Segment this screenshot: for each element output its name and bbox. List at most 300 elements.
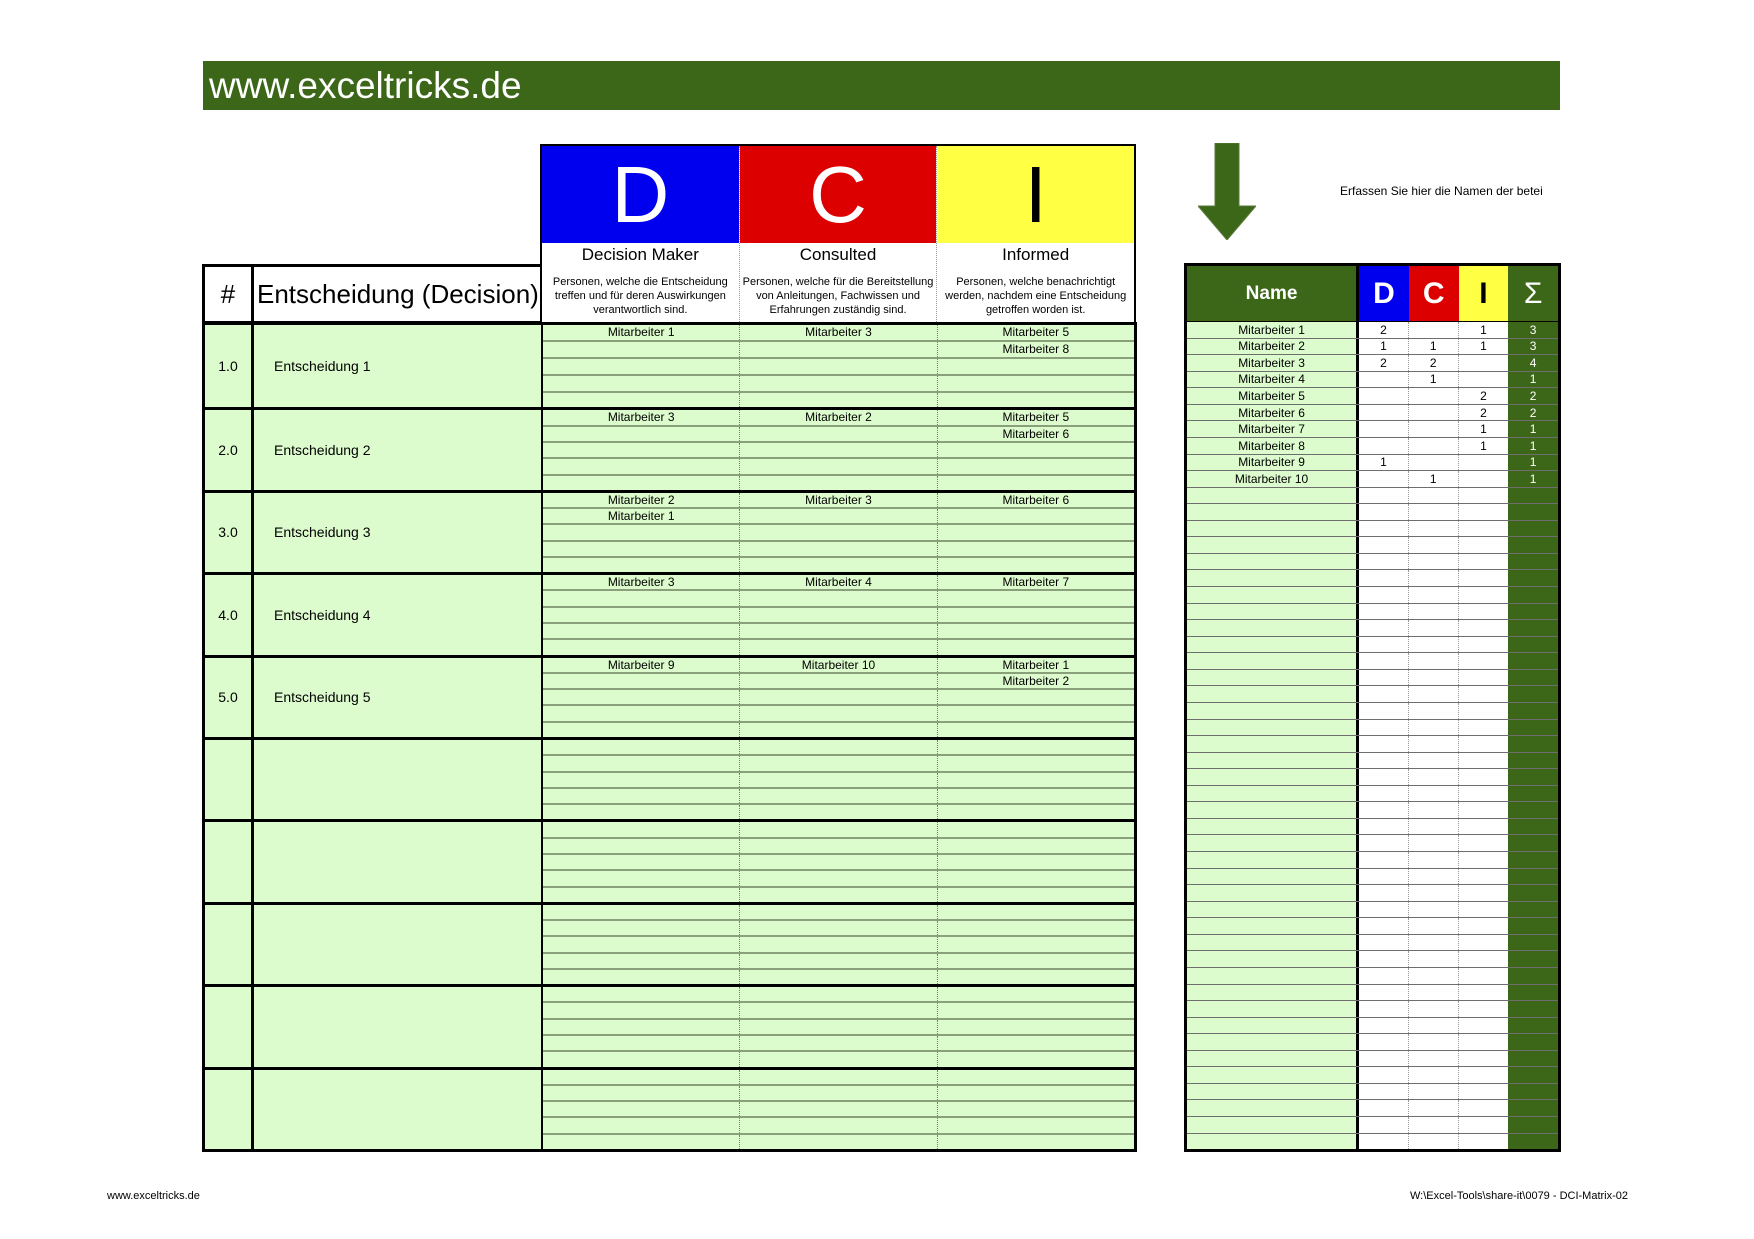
summary-name-cell[interactable] — [1187, 786, 1359, 802]
assignment-cell-c[interactable]: Mitarbeiter 3 — [740, 325, 937, 340]
summary-c-count — [1409, 653, 1459, 669]
assignment-cell-i[interactable]: Mitarbeiter 8 — [1002, 341, 1070, 356]
assignment-cell-c[interactable] — [740, 674, 937, 688]
assignment-cell-d[interactable] — [543, 342, 740, 357]
assignment-row — [543, 970, 1134, 984]
summary-name-cell[interactable] — [1187, 1051, 1359, 1067]
summary-name-cell[interactable]: Mitarbeiter 2 — [1187, 339, 1359, 355]
assignment-cell-d[interactable] — [543, 690, 740, 704]
assignment-cell-d[interactable] — [543, 1135, 740, 1149]
assignment-cell-d[interactable] — [543, 640, 740, 654]
summary-c-count — [1409, 968, 1459, 984]
summary-name-cell[interactable]: Mitarbeiter 4 — [1187, 372, 1359, 388]
summary-i-count — [1459, 637, 1509, 653]
assignment-cell-d[interactable] — [543, 1118, 740, 1132]
assignment-cell-d[interactable] — [543, 905, 740, 919]
assignment-cell-c[interactable] — [740, 1003, 937, 1017]
decision-title[interactable] — [254, 905, 543, 984]
assignment-cell-d[interactable] — [543, 558, 740, 572]
decision-block — [205, 902, 1134, 984]
assignment-cell-i[interactable] — [938, 822, 1134, 836]
decision-number[interactable] — [205, 822, 254, 901]
summary-name-cell[interactable] — [1187, 686, 1359, 702]
summary-i-count — [1459, 471, 1509, 487]
summary-c-count — [1409, 786, 1459, 802]
assignment-cell-i[interactable] — [938, 723, 1134, 737]
summary-i-count — [1459, 985, 1509, 1001]
assignment-cell-c[interactable] — [740, 427, 937, 441]
summary-total — [1508, 637, 1558, 653]
assignment-cell-d[interactable] — [543, 1020, 740, 1034]
assignment-row — [543, 921, 1134, 937]
assignment-cell-c[interactable] — [740, 1086, 937, 1100]
assignment-row — [543, 476, 1134, 490]
assignment-cell-d[interactable] — [543, 805, 740, 819]
assignment-cell-c[interactable] — [740, 822, 937, 836]
assignment-cell-c[interactable] — [740, 723, 937, 737]
assignment-grid — [543, 740, 1134, 819]
decision-number[interactable] — [205, 740, 254, 819]
summary-name-cell[interactable] — [1187, 1018, 1359, 1034]
assignment-cell-i[interactable] — [938, 640, 1134, 654]
summary-d-count — [1359, 1084, 1409, 1100]
assignment-cell-d[interactable] — [543, 921, 740, 935]
assignment-cell-d[interactable] — [543, 888, 740, 902]
assignment-cell-c[interactable] — [740, 624, 937, 638]
summary-total — [1508, 918, 1558, 934]
assignment-cell-d[interactable] — [543, 674, 740, 688]
assignment-cell-c[interactable] — [740, 937, 937, 951]
assignment-cell-d[interactable] — [543, 1036, 740, 1050]
assignment-cell-i[interactable] — [938, 954, 1134, 968]
assignment-cell-i[interactable] — [938, 839, 1134, 853]
assignment-cell-d[interactable] — [543, 1003, 740, 1017]
assignment-cell-i[interactable] — [938, 706, 1134, 720]
assignment-cell-i[interactable] — [938, 525, 1134, 539]
assignment-cell-c[interactable] — [740, 871, 937, 885]
assignment-cell-i[interactable] — [938, 773, 1134, 787]
summary-name-cell[interactable] — [1187, 554, 1359, 570]
assignment-cell-c[interactable] — [740, 1118, 937, 1132]
decision-title[interactable] — [254, 1070, 543, 1149]
assignment-cell-c[interactable] — [740, 640, 937, 654]
summary-row — [1187, 504, 1558, 521]
summary-c-count — [1409, 1018, 1459, 1034]
summary-row — [1187, 1100, 1558, 1117]
assignment-cell-c[interactable] — [740, 855, 937, 869]
assignment-cell-d[interactable] — [543, 427, 740, 441]
assignment-cell-c[interactable] — [740, 608, 937, 622]
summary-i-count: 1 — [1459, 322, 1509, 338]
decision-title[interactable]: Entscheidung 1 — [254, 325, 543, 407]
assignment-cell-c[interactable] — [740, 805, 937, 819]
assignment-cell-c[interactable] — [740, 888, 937, 902]
summary-total — [1508, 670, 1558, 686]
summary-d-count: 1 — [1359, 455, 1409, 471]
dci-letter-i: I — [937, 146, 1134, 243]
summary-name-cell[interactable] — [1187, 736, 1359, 752]
assignment-cell-d[interactable] — [543, 393, 740, 408]
assignment-cell-c[interactable] — [740, 525, 937, 539]
assignment-grid — [543, 410, 1134, 489]
decision-number[interactable] — [205, 905, 254, 984]
summary-name-cell[interactable]: Mitarbeiter 3 — [1187, 355, 1359, 371]
assignment-cell-d[interactable] — [543, 459, 740, 473]
assignment-cell-d[interactable] — [543, 1070, 740, 1084]
summary-name-cell[interactable]: Mitarbeiter 9 — [1187, 455, 1359, 471]
summary-name-cell[interactable] — [1187, 835, 1359, 851]
assignment-cell-d[interactable] — [543, 591, 740, 605]
assignment-cell-c[interactable] — [740, 558, 937, 572]
assignment-cell-i[interactable] — [938, 1036, 1134, 1050]
assignment-cell-c[interactable] — [740, 476, 937, 490]
assignment-cell-d[interactable] — [543, 839, 740, 853]
summary-total — [1508, 1034, 1558, 1050]
assignment-cell-c[interactable] — [740, 970, 937, 984]
summary-name-cell[interactable] — [1187, 1100, 1359, 1116]
assignment-cell-c[interactable] — [740, 1036, 937, 1050]
assignment-cell-c[interactable] — [740, 789, 937, 803]
summary-row — [1187, 670, 1558, 687]
assignment-cell-d[interactable] — [543, 871, 740, 885]
assignment-cell-i[interactable] — [938, 459, 1134, 473]
decision-title[interactable] — [254, 740, 543, 819]
assignment-cell-c[interactable] — [740, 690, 937, 704]
summary-c-count — [1409, 1084, 1459, 1100]
decision-title[interactable] — [254, 987, 543, 1066]
assignment-cell-c[interactable]: Mitarbeiter 10 — [740, 658, 937, 672]
assignment-cell-i[interactable] — [938, 591, 1134, 605]
summary-row — [1187, 488, 1558, 505]
summary-name-cell[interactable] — [1187, 570, 1359, 586]
assignment-cell-i[interactable] — [938, 376, 1134, 391]
assignment-cell-c[interactable] — [740, 773, 937, 787]
assignment-cell-d[interactable]: Mitarbeiter 9 — [543, 658, 740, 672]
header-number: # — [205, 267, 254, 321]
summary-name-cell[interactable] — [1187, 1134, 1359, 1150]
summary-name-cell[interactable]: Mitarbeiter 1 — [1187, 322, 1359, 338]
assignment-cell-d[interactable] — [543, 376, 740, 391]
assignment-cell-c[interactable] — [740, 1102, 937, 1116]
dci-desc-c: Personen, welche für die Bereitstellung von Anleitungen, Fachwissen und Erfahrungen zuständig sind. — [742, 275, 934, 316]
summary-i-count — [1459, 1051, 1509, 1067]
assignment-cell-d[interactable] — [543, 773, 740, 787]
assignment-cell-i[interactable] — [938, 1086, 1134, 1100]
assignment-cell-c[interactable] — [740, 1020, 937, 1034]
assignment-cell-c[interactable] — [740, 443, 937, 457]
summary-name-cell[interactable] — [1187, 1034, 1359, 1050]
assignment-cell-i[interactable] — [938, 443, 1134, 457]
summary-i-count — [1459, 521, 1509, 537]
assignment-cell-c[interactable] — [740, 393, 937, 408]
summary-name-cell[interactable] — [1187, 1067, 1359, 1083]
summary-name-cell[interactable] — [1187, 604, 1359, 620]
summary-d-count — [1359, 570, 1409, 586]
assignment-cell-c[interactable] — [740, 542, 937, 556]
summary-total — [1508, 521, 1558, 537]
summary-total — [1508, 703, 1558, 719]
summary-total: 1 — [1508, 455, 1558, 471]
summary-total — [1508, 753, 1558, 769]
assignment-cell-i[interactable] — [938, 1052, 1134, 1066]
assignment-cell-c[interactable] — [740, 1052, 937, 1066]
summary-row — [1187, 703, 1558, 720]
summary-d-count — [1359, 686, 1409, 702]
assignment-cell-d[interactable] — [543, 1102, 740, 1116]
decision-number[interactable]: 4.0 — [205, 575, 254, 654]
assignment-cell-i[interactable] — [938, 970, 1134, 984]
assignment-row — [543, 608, 1134, 624]
assignment-cell-d[interactable] — [543, 723, 740, 737]
assignment-cell-i[interactable] — [938, 542, 1134, 556]
assignment-cell-i[interactable] — [938, 359, 1134, 374]
summary-i-count — [1459, 587, 1509, 603]
assignment-cell-i[interactable] — [938, 1003, 1134, 1017]
decision-number[interactable] — [205, 1070, 254, 1149]
assignment-row — [543, 723, 1134, 737]
summary-name-cell[interactable] — [1187, 537, 1359, 553]
assignment-cell-i[interactable] — [938, 937, 1134, 951]
summary-i-count — [1459, 372, 1509, 388]
assignment-cell-c[interactable] — [740, 954, 937, 968]
assignment-row — [543, 459, 1134, 475]
summary-name-cell[interactable] — [1187, 769, 1359, 785]
summary-total — [1508, 935, 1558, 951]
assignment-cell-i[interactable] — [938, 756, 1134, 770]
assignment-cell-i[interactable] — [938, 1118, 1134, 1132]
assignment-cell-d[interactable] — [543, 706, 740, 720]
assignment-cell-d[interactable] — [543, 542, 740, 556]
assignment-cell-c[interactable]: Mitarbeiter 4 — [740, 575, 937, 589]
assignment-cell-d[interactable] — [543, 1052, 740, 1066]
assignment-cell-i[interactable]: Mitarbeiter 5 — [1002, 410, 1070, 425]
assignment-row — [543, 342, 1134, 359]
assignment-cell-d[interactable] — [543, 1086, 740, 1100]
summary-name-cell[interactable] — [1187, 1001, 1359, 1017]
assignment-cell-d[interactable] — [543, 756, 740, 770]
assignment-cell-d[interactable] — [543, 624, 740, 638]
summary-name-cell[interactable] — [1187, 885, 1359, 901]
assignment-cell-i[interactable] — [938, 509, 1134, 523]
summary-d-count — [1359, 670, 1409, 686]
summary-header-i: I — [1459, 266, 1509, 321]
summary-name-cell[interactable] — [1187, 521, 1359, 537]
assignment-cell-i[interactable]: Mitarbeiter 5 — [1002, 325, 1070, 339]
summary-c-count — [1409, 1100, 1459, 1116]
assignment-cell-i[interactable]: Mitarbeiter 1 — [1002, 657, 1070, 672]
assignment-cell-d[interactable] — [543, 954, 740, 968]
assignment-cell-c[interactable]: Mitarbeiter 3 — [740, 493, 937, 507]
assignment-cell-c[interactable] — [740, 740, 937, 754]
assignment-cell-c[interactable] — [740, 359, 937, 374]
summary-name-cell[interactable] — [1187, 951, 1359, 967]
assignment-cell-i[interactable] — [938, 905, 1134, 919]
assignment-cell-i[interactable] — [938, 888, 1134, 902]
decision-number[interactable]: 1.0 — [205, 325, 254, 407]
assignment-row — [543, 493, 1134, 509]
assignment-cell-d[interactable]: Mitarbeiter 1 — [543, 509, 740, 523]
assignment-cell-i[interactable] — [938, 476, 1134, 490]
decision-title[interactable] — [254, 822, 543, 901]
assignment-row — [543, 706, 1134, 722]
summary-name-cell[interactable] — [1187, 852, 1359, 868]
summary-row — [1187, 1084, 1558, 1101]
summary-name-cell[interactable]: Mitarbeiter 10 — [1187, 471, 1359, 487]
summary-total — [1508, 1117, 1558, 1133]
assignment-cell-c[interactable] — [740, 987, 937, 1001]
assignment-grid — [543, 987, 1134, 1066]
assignment-cell-i[interactable] — [938, 608, 1134, 622]
summary-total — [1508, 985, 1558, 1001]
assignment-cell-d[interactable] — [543, 443, 740, 457]
summary-row — [1187, 587, 1558, 604]
decision-number[interactable]: 5.0 — [205, 658, 254, 737]
summary-name-cell[interactable]: Mitarbeiter 5 — [1187, 388, 1359, 404]
assignment-row — [543, 1102, 1134, 1118]
assignment-cell-c[interactable] — [740, 839, 937, 853]
assignment-cell-i[interactable] — [938, 805, 1134, 819]
assignment-cell-c[interactable] — [740, 591, 937, 605]
assignment-cell-i[interactable]: Mitarbeiter 6 — [1002, 492, 1070, 507]
assignment-cell-c[interactable] — [740, 509, 937, 523]
summary-c-count — [1409, 769, 1459, 785]
instruction-hint: Erfassen Sie hier die Namen der betei — [1340, 184, 1543, 198]
decision-number[interactable]: 2.0 — [205, 410, 254, 489]
assignment-cell-i[interactable] — [938, 855, 1134, 869]
footer-site: www.exceltricks.de — [107, 1190, 200, 1202]
assignment-cell-d[interactable] — [543, 822, 740, 836]
summary-i-count — [1459, 736, 1509, 752]
summary-name-cell[interactable] — [1187, 753, 1359, 769]
summary-name-cell[interactable] — [1187, 488, 1359, 504]
assignment-cell-d[interactable]: Mitarbeiter 2 — [543, 493, 740, 507]
summary-c-count — [1409, 620, 1459, 636]
assignment-cell-i[interactable] — [938, 393, 1134, 408]
assignment-cell-i[interactable] — [938, 1070, 1134, 1084]
dci-desc-i: Personen, welche benachrichtigt werden, nachdem eine Entscheidung getroffen worden ist. — [945, 275, 1127, 316]
decision-title[interactable]: Entscheidung 3 — [254, 493, 543, 572]
decision-number[interactable] — [205, 987, 254, 1066]
assignment-cell-d[interactable] — [543, 789, 740, 803]
summary-name-cell[interactable]: Mitarbeiter 8 — [1187, 438, 1359, 454]
dci-header — [540, 144, 1136, 324]
summary-c-count — [1409, 488, 1459, 504]
summary-d-count — [1359, 935, 1409, 951]
assignment-cell-i[interactable] — [938, 921, 1134, 935]
assignment-cell-i[interactable]: Mitarbeiter 2 — [1002, 673, 1070, 688]
summary-name-cell[interactable] — [1187, 670, 1359, 686]
assignment-cell-i[interactable] — [938, 871, 1134, 885]
summary-name-cell[interactable] — [1187, 819, 1359, 835]
assignment-row — [543, 789, 1134, 805]
assignment-cell-c[interactable] — [740, 1135, 937, 1149]
summary-name-cell[interactable] — [1187, 703, 1359, 719]
assignment-cell-d[interactable] — [543, 476, 740, 490]
assignment-cell-d[interactable] — [543, 970, 740, 984]
decision-title[interactable]: Entscheidung 4 — [254, 575, 543, 654]
assignment-cell-i[interactable]: Mitarbeiter 6 — [1002, 426, 1070, 441]
assignment-cell-d[interactable] — [543, 525, 740, 539]
summary-name-cell[interactable] — [1187, 637, 1359, 653]
summary-total — [1508, 653, 1558, 669]
decision-title[interactable]: Entscheidung 2 — [254, 410, 543, 489]
summary-row — [1187, 604, 1558, 621]
assignment-cell-i[interactable] — [938, 1020, 1134, 1034]
summary-i-count — [1459, 819, 1509, 835]
assignment-cell-c[interactable] — [740, 706, 937, 720]
summary-c-count — [1409, 537, 1459, 553]
assignment-cell-i[interactable] — [938, 1135, 1134, 1149]
summary-name-cell[interactable] — [1187, 587, 1359, 603]
assignment-row — [543, 325, 1134, 342]
assignment-cell-c[interactable] — [740, 459, 937, 473]
assignment-cell-i[interactable] — [938, 690, 1134, 704]
assignment-cell-c[interactable] — [740, 1070, 937, 1084]
assignment-cell-c[interactable] — [740, 342, 937, 357]
summary-row — [1187, 1051, 1558, 1068]
summary-name-cell[interactable] — [1187, 918, 1359, 934]
decision-title[interactable]: Entscheidung 5 — [254, 658, 543, 737]
summary-name-cell[interactable] — [1187, 968, 1359, 984]
decision-number[interactable]: 3.0 — [205, 493, 254, 572]
assignment-cell-c[interactable]: Mitarbeiter 2 — [740, 410, 937, 424]
summary-name-cell[interactable] — [1187, 1117, 1359, 1133]
assignment-cell-c[interactable] — [740, 376, 937, 391]
summary-c-count — [1409, 720, 1459, 736]
summary-name-cell[interactable] — [1187, 620, 1359, 636]
summary-name-cell[interactable] — [1187, 902, 1359, 918]
assignment-row — [543, 1070, 1134, 1086]
assignment-cell-i[interactable] — [938, 789, 1134, 803]
assignment-cell-c[interactable] — [740, 905, 937, 919]
summary-name-cell[interactable] — [1187, 504, 1359, 520]
assignment-cell-i[interactable] — [938, 624, 1134, 638]
decision-table-header — [202, 264, 540, 324]
assignment-cell-d[interactable] — [543, 937, 740, 951]
assignment-cell-i[interactable] — [938, 740, 1134, 754]
assignment-cell-d[interactable] — [543, 740, 740, 754]
summary-name-cell[interactable] — [1187, 935, 1359, 951]
summary-name-cell[interactable] — [1187, 985, 1359, 1001]
summary-d-count: 2 — [1359, 355, 1409, 371]
summary-total: 3 — [1508, 339, 1558, 355]
assignment-cell-i[interactable] — [938, 558, 1134, 572]
assignment-cell-d[interactable]: Mitarbeiter 1 — [543, 325, 740, 340]
assignment-cell-c[interactable] — [740, 921, 937, 935]
summary-name-cell[interactable] — [1187, 869, 1359, 885]
summary-name-cell[interactable] — [1187, 653, 1359, 669]
assignment-cell-d[interactable] — [543, 359, 740, 374]
assignment-row — [543, 591, 1134, 607]
assignment-cell-d[interactable] — [543, 987, 740, 1001]
summary-name-cell[interactable] — [1187, 1084, 1359, 1100]
assignment-cell-i[interactable] — [938, 987, 1134, 1001]
assignment-cell-i[interactable]: Mitarbeiter 7 — [1002, 575, 1070, 590]
assignment-cell-d[interactable] — [543, 855, 740, 869]
assignment-cell-d[interactable]: Mitarbeiter 3 — [543, 575, 740, 589]
summary-d-count — [1359, 1067, 1409, 1083]
summary-name-cell[interactable]: Mitarbeiter 7 — [1187, 421, 1359, 437]
summary-d-count — [1359, 736, 1409, 752]
assignment-cell-c[interactable] — [740, 756, 937, 770]
assignment-cell-d[interactable]: Mitarbeiter 3 — [543, 410, 740, 424]
summary-name-cell[interactable]: Mitarbeiter 6 — [1187, 405, 1359, 421]
summary-name-cell[interactable] — [1187, 802, 1359, 818]
assignment-cell-i[interactable] — [938, 1102, 1134, 1116]
assignment-cell-d[interactable] — [543, 608, 740, 622]
dci-desc-d: Personen, welche die Entscheidung treffen und für deren Auswirkungen verantwortlich sind. — [552, 275, 728, 316]
summary-name-cell[interactable] — [1187, 720, 1359, 736]
